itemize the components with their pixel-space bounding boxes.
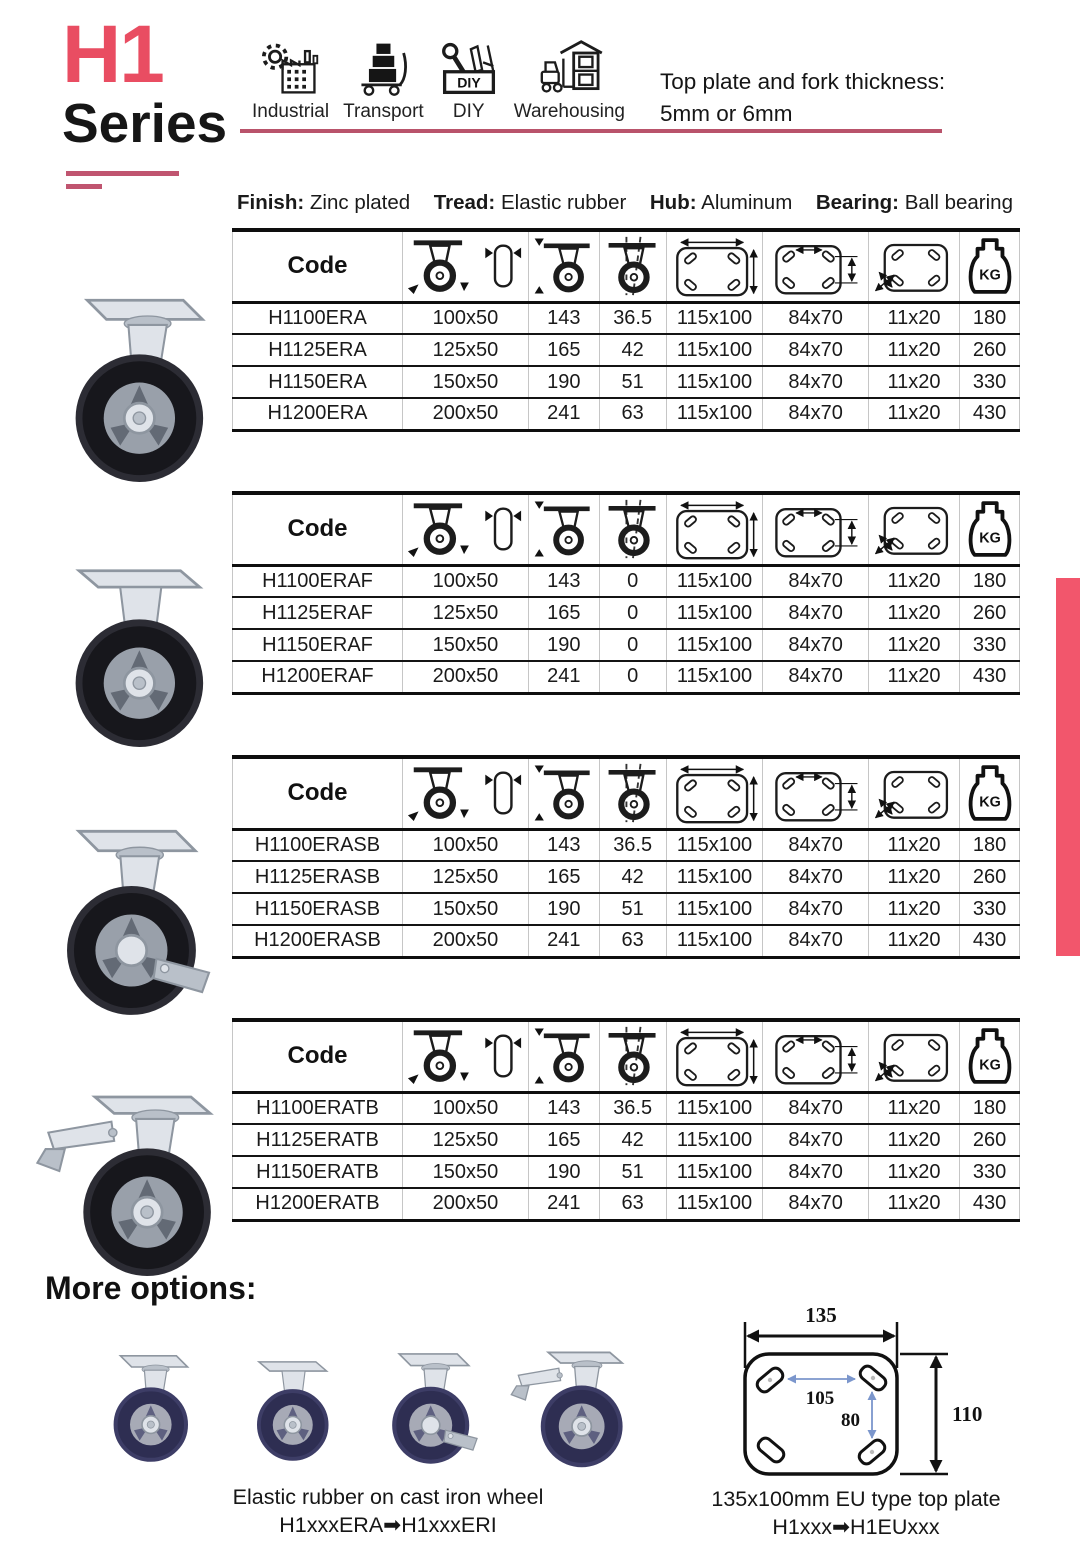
spec-row	[233, 629, 1020, 661]
spec-header-row	[233, 757, 1020, 829]
spec-cell: 84x70	[763, 597, 868, 629]
spec-cell: 115x100	[666, 398, 763, 430]
header-underline	[240, 129, 942, 133]
spec-cell: 11x20	[868, 398, 959, 430]
spec-table	[232, 228, 1020, 432]
spec-row	[233, 1156, 1020, 1188]
mounting-height-header-cell	[528, 493, 599, 565]
total-brake-caster-option-photo	[506, 1334, 638, 1480]
spec-cell: 115x100	[666, 1092, 763, 1124]
table-swivel-side-brake	[232, 755, 1020, 959]
spec-cell: H1125ERAF	[233, 597, 403, 629]
spec-cell: 150x50	[402, 893, 528, 925]
spec-cell: 430	[960, 1188, 1020, 1220]
spec-cell: 125x50	[402, 1124, 528, 1156]
spec-cell: H1100ERATB	[233, 1092, 403, 1124]
hand-truck-icon	[351, 38, 415, 98]
plate-size-header-cell	[666, 230, 763, 302]
mounting-height-header-cell	[528, 757, 599, 829]
spec-row	[233, 597, 1020, 629]
spec-cell: 100x50	[402, 565, 528, 597]
spec-cell: 180	[960, 302, 1020, 334]
spec-cell: 125x50	[402, 334, 528, 366]
spec-cell: 125x50	[402, 861, 528, 893]
spec-cell: 241	[528, 398, 599, 430]
spec-cell: 84x70	[763, 565, 868, 597]
spec-cell: 42	[599, 334, 666, 366]
spec-finish: Finish: Zinc plated	[237, 191, 411, 214]
spec-cell: 190	[528, 629, 599, 661]
spec-cell: H1100ERASB	[233, 829, 403, 861]
fixed-caster-photo	[45, 557, 231, 749]
spec-table	[232, 1018, 1020, 1222]
spec-cell: H1150ERASB	[233, 893, 403, 925]
load-capacity-header-cell	[960, 757, 1020, 829]
thickness-note	[660, 66, 945, 130]
spec-cell: 11x20	[868, 302, 959, 334]
diy-box-label: DIY	[457, 74, 481, 91]
spec-cell: 11x20	[868, 829, 959, 861]
spec-cell: 260	[960, 597, 1020, 629]
load-capacity-header-cell	[960, 1020, 1020, 1092]
spec-cell: 430	[960, 925, 1020, 957]
swivel-radius-icon	[602, 498, 664, 560]
bolt-hole-spacing-icon	[770, 760, 862, 826]
bolt-hole-size-icon	[870, 234, 958, 298]
spec-cell: 260	[960, 861, 1020, 893]
spec-cell: 125x50	[402, 597, 528, 629]
swivel-radius-header-cell	[599, 230, 666, 302]
spec-bearing: Bearing: Ball bearing	[815, 191, 1013, 214]
applications-row	[252, 38, 625, 123]
spec-header-row	[233, 1020, 1020, 1092]
plate-size-header-cell	[666, 1020, 763, 1092]
spec-cell: 100x50	[402, 302, 528, 334]
spec-cell: 84x70	[763, 1156, 868, 1188]
spec-cell: 84x70	[763, 629, 868, 661]
spec-cell: 200x50	[402, 925, 528, 957]
spec-row	[233, 398, 1020, 430]
spec-cell: 115x100	[666, 629, 763, 661]
caption-line1: Elastic rubber on cast iron wheel	[232, 1485, 544, 1509]
cast-iron-option-caption	[218, 1484, 558, 1539]
table-fixed	[232, 491, 1020, 695]
bolt-hole-size-header-cell	[868, 757, 959, 829]
spec-header-row	[233, 230, 1020, 302]
swivel-radius-icon	[602, 1025, 664, 1087]
load-capacity-header-cell	[960, 493, 1020, 565]
spec-cell: 430	[960, 398, 1020, 430]
mounting-height-icon	[531, 762, 597, 824]
wheel-dimension-header-cell	[402, 757, 528, 829]
diy-toolbox-icon	[438, 38, 500, 98]
code-header-cell	[233, 1020, 403, 1092]
spec-cell: 330	[960, 1156, 1020, 1188]
application-label: Warehousing	[513, 101, 625, 122]
wheel-dimension-icon	[406, 763, 524, 823]
application-transport	[343, 38, 424, 123]
spec-cell: 180	[960, 565, 1020, 597]
spec-cell: H1125ERA	[233, 334, 403, 366]
kg-label: KG	[978, 794, 1001, 811]
spec-row	[233, 861, 1020, 893]
code-header-label: Code	[287, 515, 348, 543]
spec-cell: 143	[528, 302, 599, 334]
spec-cell: 84x70	[763, 1124, 868, 1156]
spec-cell: H1200ERA	[233, 398, 403, 430]
swivel-caster-photo	[45, 292, 231, 484]
application-label: Transport	[343, 101, 424, 122]
load-capacity-kg-icon	[967, 499, 1013, 559]
spec-cell: 0	[599, 597, 666, 629]
spec-cell: 100x50	[402, 829, 528, 861]
spec-cell: 84x70	[763, 366, 868, 398]
side-brake-caster-photo	[40, 823, 234, 1017]
spec-cell: 84x70	[763, 334, 868, 366]
spec-cell: 180	[960, 1092, 1020, 1124]
spec-cell: 200x50	[402, 398, 528, 430]
spec-cell: 84x70	[763, 661, 868, 693]
bolt-hole-spacing-icon	[770, 496, 862, 562]
swivel-radius-icon	[602, 762, 664, 824]
wheel-dimension-header-cell	[402, 230, 528, 302]
swivel-caster-option-photo	[98, 1338, 202, 1476]
hole-spacing-y-dim: 80	[841, 1410, 860, 1431]
warehouse-forklift-icon	[530, 38, 608, 98]
load-capacity-kg-icon	[967, 1026, 1013, 1086]
wheel-dimension-icon	[406, 499, 524, 559]
bolt-hole-size-header-cell	[868, 230, 959, 302]
spec-cell: 36.5	[599, 829, 666, 861]
spec-row	[233, 1092, 1020, 1124]
plate-size-icon	[669, 233, 761, 299]
load-capacity-kg-icon	[967, 236, 1013, 296]
spec-tread: Tread: Elastic rubber	[433, 191, 627, 214]
spec-cell: 63	[599, 925, 666, 957]
spec-cell: 115x100	[666, 597, 763, 629]
spec-cell: 63	[599, 1188, 666, 1220]
spec-cell: H1200ERASB	[233, 925, 403, 957]
spec-cell: 42	[599, 1124, 666, 1156]
spec-row	[233, 1124, 1020, 1156]
spec-cell: H1125ERATB	[233, 1124, 403, 1156]
spec-cell: H1125ERASB	[233, 861, 403, 893]
spec-cell: 11x20	[868, 565, 959, 597]
spec-cell: 115x100	[666, 302, 763, 334]
spec-cell: 11x20	[868, 629, 959, 661]
spec-cell: 11x20	[868, 366, 959, 398]
spec-cell: 51	[599, 366, 666, 398]
code-header-cell	[233, 230, 403, 302]
kg-label: KG	[978, 1057, 1001, 1074]
thickness-line1: Top plate and fork thickness:	[660, 69, 946, 94]
spec-cell: 84x70	[763, 398, 868, 430]
eu-plate-option-caption	[706, 1486, 1006, 1541]
spec-cell: 190	[528, 366, 599, 398]
mounting-height-header-cell	[528, 1020, 599, 1092]
bolt-hole-spacing-icon	[770, 233, 862, 299]
spec-row	[233, 829, 1020, 861]
spec-cell: 200x50	[402, 661, 528, 693]
spec-cell: 150x50	[402, 629, 528, 661]
spec-cell: 84x70	[763, 302, 868, 334]
factory-gear-icon	[258, 38, 324, 98]
bolt-hole-size-icon	[870, 761, 958, 825]
load-capacity-header-cell	[960, 230, 1020, 302]
application-warehousing	[514, 38, 625, 123]
wheel-dimension-header-cell	[402, 493, 528, 565]
code-header-label: Code	[287, 252, 348, 280]
spec-cell: H1150ERA	[233, 366, 403, 398]
spec-cell: 150x50	[402, 1156, 528, 1188]
spec-cell: 51	[599, 1156, 666, 1188]
total-brake-caster-photo	[28, 1086, 236, 1278]
spec-row	[233, 893, 1020, 925]
bolt-hole-size-header-cell	[868, 493, 959, 565]
application-label: DIY	[452, 101, 485, 122]
code-header-label: Code	[287, 1042, 348, 1070]
swivel-radius-header-cell	[599, 493, 666, 565]
spec-cell: 11x20	[868, 925, 959, 957]
spec-cell: 143	[528, 1092, 599, 1124]
bolt-hole-spacing-header-cell	[763, 1020, 868, 1092]
spec-cell: 165	[528, 334, 599, 366]
spec-cell: 100x50	[402, 1092, 528, 1124]
spec-cell: 115x100	[666, 661, 763, 693]
spec-cell: 11x20	[868, 597, 959, 629]
bolt-hole-spacing-icon	[770, 1023, 862, 1089]
spec-table	[232, 491, 1020, 695]
bolt-hole-spacing-header-cell	[763, 757, 868, 829]
series-label: Series	[62, 92, 228, 154]
spec-cell: 241	[528, 661, 599, 693]
wheel-dimension-icon	[406, 236, 524, 296]
material-specs	[237, 191, 1013, 215]
brand-underline	[66, 171, 179, 176]
spec-row	[233, 366, 1020, 398]
page-accent-bar	[1056, 578, 1080, 956]
swivel-radius-header-cell	[599, 757, 666, 829]
swivel-radius-header-cell	[599, 1020, 666, 1092]
spec-cell: 115x100	[666, 1188, 763, 1220]
plate-size-icon	[669, 496, 761, 562]
more-options-title: More options:	[45, 1270, 257, 1306]
spec-cell: 84x70	[763, 1188, 868, 1220]
spec-cell: 165	[528, 597, 599, 629]
spec-cell: 36.5	[599, 1092, 666, 1124]
spec-cell: 165	[528, 861, 599, 893]
wheel-dimension-header-cell	[402, 1020, 528, 1092]
application-label: Industrial	[252, 101, 330, 122]
spec-cell: 63	[599, 398, 666, 430]
spec-cell: 36.5	[599, 302, 666, 334]
plate-size-icon	[669, 760, 761, 826]
spec-cell: 42	[599, 861, 666, 893]
application-industrial	[252, 38, 329, 123]
spec-cell: 115x100	[666, 565, 763, 597]
spec-cell: 11x20	[868, 893, 959, 925]
spec-cell: 330	[960, 629, 1020, 661]
mounting-height-header-cell	[528, 230, 599, 302]
spec-cell: 84x70	[763, 893, 868, 925]
spec-cell: 143	[528, 829, 599, 861]
plate-width-dim: 135	[805, 1303, 837, 1327]
spec-cell: 0	[599, 565, 666, 597]
mounting-height-icon	[531, 1025, 597, 1087]
spec-cell: 11x20	[868, 861, 959, 893]
spec-cell: 115x100	[666, 1124, 763, 1156]
code-header-label: Code	[287, 779, 348, 807]
spec-cell: 84x70	[763, 861, 868, 893]
spec-hub: Hub: Aluminum	[649, 191, 793, 214]
wheel-dimension-icon	[406, 1026, 524, 1086]
caption-line2: H1xxx➡H1EUxxx	[772, 1514, 940, 1539]
series-code: H1	[62, 9, 163, 100]
spec-cell: 115x100	[666, 925, 763, 957]
spec-row	[233, 334, 1020, 366]
spec-cell: 51	[599, 893, 666, 925]
spec-cell: 190	[528, 893, 599, 925]
spec-cell: 11x20	[868, 661, 959, 693]
bolt-hole-size-header-cell	[868, 1020, 959, 1092]
caption-line2: H1xxxERA➡H1xxxERI	[279, 1512, 497, 1537]
spec-cell: H1150ERATB	[233, 1156, 403, 1188]
thickness-line2: 5mm or 6mm	[660, 100, 793, 126]
eu-top-plate-diagram	[700, 1294, 1030, 1482]
spec-cell: 330	[960, 366, 1020, 398]
spec-cell: H1200ERATB	[233, 1188, 403, 1220]
bolt-hole-size-icon	[870, 497, 958, 561]
spec-header-row	[233, 493, 1020, 565]
spec-cell: 11x20	[868, 1156, 959, 1188]
spec-cell: 260	[960, 1124, 1020, 1156]
spec-cell: 115x100	[666, 334, 763, 366]
hole-spacing-x-dim: 105	[805, 1388, 835, 1409]
spec-row	[233, 661, 1020, 693]
kg-label: KG	[978, 267, 1001, 284]
spec-cell: 84x70	[763, 1092, 868, 1124]
brand-underline-short	[66, 184, 102, 189]
application-diy	[438, 38, 500, 123]
spec-cell: 180	[960, 829, 1020, 861]
spec-cell: 11x20	[868, 1188, 959, 1220]
bolt-hole-spacing-header-cell	[763, 493, 868, 565]
spec-cell: 143	[528, 565, 599, 597]
load-capacity-kg-icon	[967, 763, 1013, 823]
spec-cell: 11x20	[868, 1092, 959, 1124]
kg-label: KG	[978, 530, 1001, 547]
code-header-cell	[233, 493, 403, 565]
spec-cell: 84x70	[763, 829, 868, 861]
spec-row	[233, 1188, 1020, 1220]
spec-cell: 0	[599, 661, 666, 693]
spec-cell: 241	[528, 925, 599, 957]
bolt-hole-spacing-header-cell	[763, 230, 868, 302]
spec-cell: 84x70	[763, 925, 868, 957]
table-swivel-total-brake	[232, 1018, 1020, 1222]
spec-cell: 190	[528, 1156, 599, 1188]
spec-row	[233, 302, 1020, 334]
spec-cell: 260	[960, 334, 1020, 366]
fixed-caster-option-photo	[242, 1340, 342, 1476]
spec-cell: 115x100	[666, 829, 763, 861]
swivel-radius-icon	[602, 235, 664, 297]
spec-cell: 115x100	[666, 1156, 763, 1188]
spec-cell: 11x20	[868, 1124, 959, 1156]
plate-size-icon	[669, 1023, 761, 1089]
spec-table	[232, 755, 1020, 959]
spec-cell: 330	[960, 893, 1020, 925]
plate-height-dim: 110	[952, 1402, 983, 1426]
spec-cell: 150x50	[402, 366, 528, 398]
code-header-cell	[233, 757, 403, 829]
spec-row	[233, 925, 1020, 957]
spec-row	[233, 565, 1020, 597]
plate-size-header-cell	[666, 757, 763, 829]
mounting-height-icon	[531, 235, 597, 297]
bolt-hole-size-icon	[870, 1024, 958, 1088]
spec-cell: 115x100	[666, 893, 763, 925]
spec-cell: H1150ERAF	[233, 629, 403, 661]
plate-size-header-cell	[666, 493, 763, 565]
spec-cell: 165	[528, 1124, 599, 1156]
spec-cell: 241	[528, 1188, 599, 1220]
caption-line1: 135x100mm EU type top plate	[711, 1487, 1001, 1511]
spec-cell: H1100ERAF	[233, 565, 403, 597]
spec-cell: 115x100	[666, 861, 763, 893]
mounting-height-icon	[531, 498, 597, 560]
spec-cell: H1100ERA	[233, 302, 403, 334]
spec-cell: 200x50	[402, 1188, 528, 1220]
spec-cell: 0	[599, 629, 666, 661]
table-swivel	[232, 228, 1020, 432]
spec-cell: 11x20	[868, 334, 959, 366]
spec-cell: H1200ERAF	[233, 661, 403, 693]
spec-cell: 115x100	[666, 366, 763, 398]
side-brake-caster-option-photo	[376, 1336, 492, 1478]
spec-cell: 430	[960, 661, 1020, 693]
